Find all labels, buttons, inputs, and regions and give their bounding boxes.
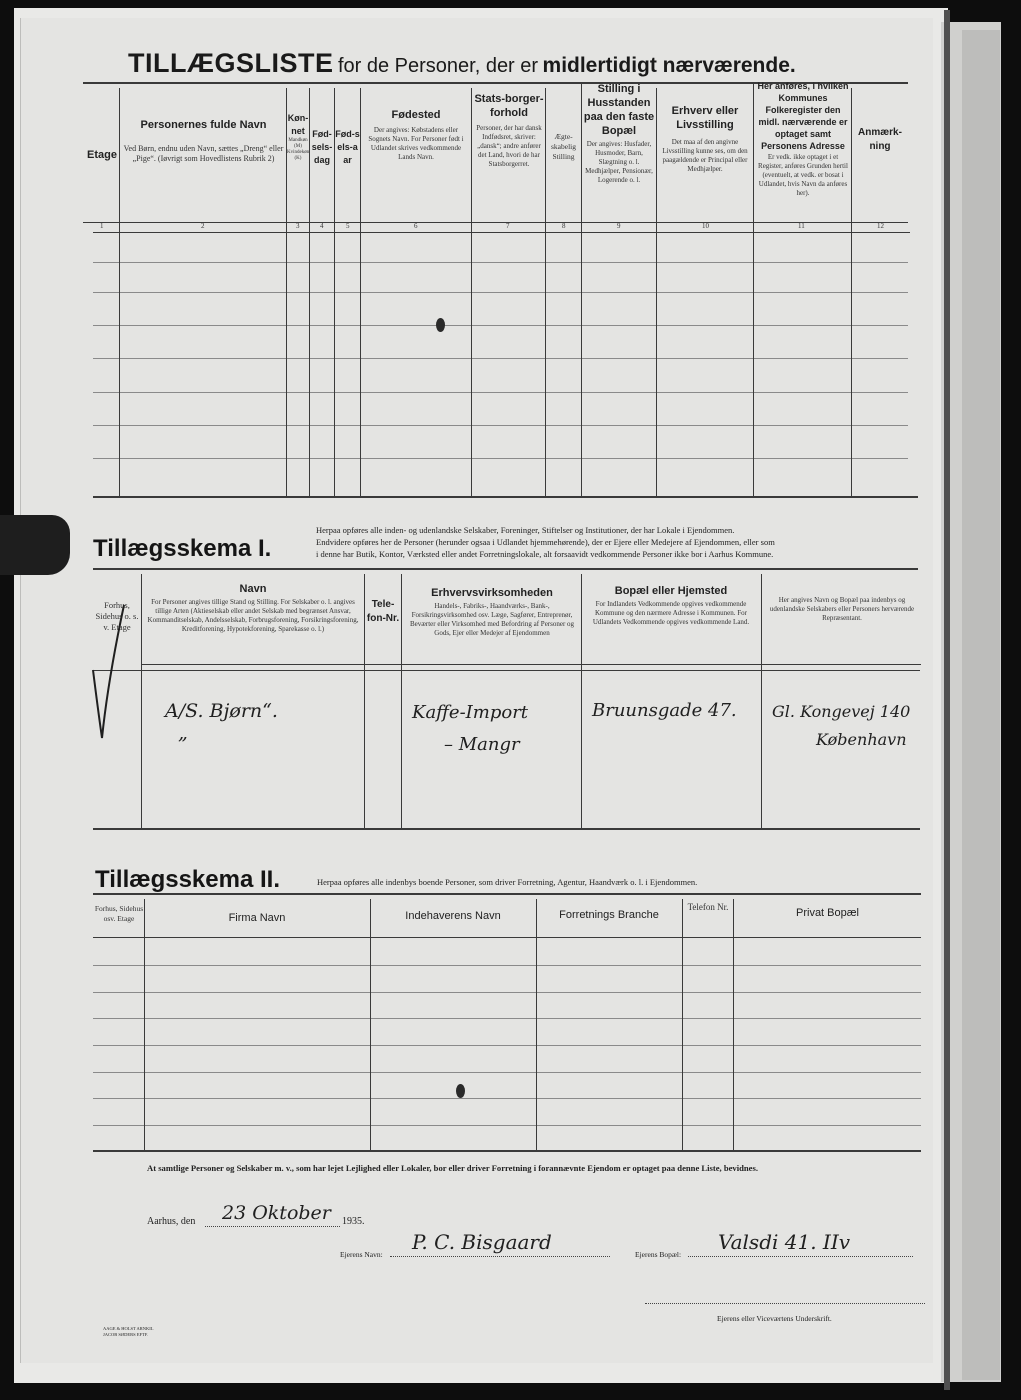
year-label: 1935. bbox=[342, 1216, 365, 1227]
skema2-header-phone: Telefon Nr. bbox=[687, 902, 729, 912]
list-header-gender: Køn-net Mandkøn (M) Kvindekøn (K) bbox=[287, 113, 310, 161]
skema1-note: Herpaa opføres alle inden- og udenlandske Selskaber, Foreninger, Stiftelser og Institutioner, der har Lokale i Ejendommen. Endvidere opføres her de Personer (herunder ogsaa i Udlandet hjemmehørende), der er Ejere eller Medejere af Ejendommen, eller som i denne har Butik, Kontor, Værksted eller andet Forretningslokale, alt forsaavidt vedkommende Personer ikke bor i Aarhus Kommune. bbox=[316, 525, 775, 559]
list-header-birthyear: Fød-sels-aar bbox=[335, 129, 360, 165]
skema1-header-representative: Her angives Navn og Bopæl paa indenbys og udenlandske Selskabers eller Personers herværende Repræsentant. bbox=[769, 596, 915, 622]
skema1-title: Tillægsskema I. bbox=[93, 535, 272, 562]
col-num-6: 6 bbox=[414, 222, 418, 230]
col-num-11: 11 bbox=[798, 222, 805, 230]
entry-representative-line2: København bbox=[816, 730, 907, 749]
entry-company-ditto: „ bbox=[178, 722, 188, 744]
col-num-2: 2 bbox=[201, 222, 205, 230]
col-num-3: 3 bbox=[296, 222, 300, 230]
signature-label: Ejerens eller Viceværtens Underskrift. bbox=[717, 1314, 832, 1323]
check-mark bbox=[88, 600, 128, 745]
skema2-header-branch: Forretnings Branche bbox=[559, 909, 659, 921]
skema2-header-firm: Firma Navn bbox=[228, 912, 286, 924]
entry-company-name: A/S. Bjørn“. bbox=[165, 700, 278, 722]
skema1-header-etage: Forhus, Sidehus o. s. v. Etage bbox=[95, 600, 139, 632]
list-header-household: Stilling i Husstanden paa den faste Bopæl Der angives: Husfader, Husmoder, Barn, Slægtning o. l. Medhjælper, Pensionær, Logerende o. l. bbox=[583, 83, 655, 184]
form-sheet bbox=[20, 18, 933, 1363]
skema2-title: Tillægsskema II. bbox=[95, 866, 280, 893]
col-num-1: 1 bbox=[100, 222, 104, 230]
owner-address-label: Ejerens Bopæl: bbox=[635, 1250, 682, 1259]
owner-address-handwritten: Valsdi 41. IIv bbox=[718, 1230, 851, 1254]
col-num-7: 7 bbox=[506, 222, 510, 230]
skema1-header-name: Navn For Personer angives tillige Stand og Stilling. For Selskaber o. l. angives tillige Arten (Aktieselskab eller andet Selskab med begrænset Ansvar, Kommanditselskab, Andelsselskab, Forbrugsforening, Forsikringsforening, Kreditforening, Hypotekforening, Sparekasse o. l.) bbox=[147, 583, 359, 633]
declaration-text: At samtlige Personer og Selskaber m. v., som har lejet Lejlighed eller Lokaler, bor eller driver Forretning i forannævnte Ejendom er optaget paa denne Liste, bevidnes. bbox=[147, 1163, 758, 1173]
list-header-marital: Ægte-skabelig Stilling bbox=[551, 132, 576, 161]
skema2-note: Herpaa opføres alle indenbys boende Personer, som driver Forretning, Agentur, Haandværk o. l. i Ejendommen. bbox=[317, 877, 698, 887]
list-header-birthday: Fød-sels-dag bbox=[311, 129, 333, 165]
entry-business-line2: – Mangr bbox=[444, 734, 520, 755]
skema2-header-owner: Indehaverens Navn bbox=[405, 910, 501, 922]
entry-residence: Bruunsgade 47. bbox=[592, 700, 737, 721]
owner-name-handwritten: P. C. Bisgaard bbox=[412, 1230, 552, 1254]
owner-name-label: Ejerens Navn: bbox=[340, 1250, 383, 1259]
list-header-remark: Anmærk-ning bbox=[858, 127, 902, 152]
col-num-4: 4 bbox=[320, 222, 324, 230]
list-header-register: Her anføres, i hvilken Kommunes Folkeregister den midl. nærværende er optaget samt Personens Adresse Er vedk. ikke optaget i et Register, anføres Grunden hertil (eventuelt, at vedk. er bosat i Udlandet, hvis Navn da anføres her). bbox=[757, 81, 849, 197]
book-spine bbox=[944, 10, 950, 1390]
ink-blot bbox=[456, 1084, 465, 1098]
skema2-header-private-residence: Privat Bopæl bbox=[796, 907, 859, 919]
page-title: TILLÆGSLISTE for de Personer, der er midlertidigt nærværende. bbox=[128, 48, 796, 78]
list-header-occupation: Erhverv eller Livsstilling Det maa af den angivne Livsstilling kunne ses, om den paagældende er Principal eller Medhjælper. bbox=[662, 105, 748, 173]
list-header-birthplace: Fødested Der angives: Købstadens eller Sognets Navn. For Personer født i Udlandet skrives vedkommende Lands Navn. bbox=[368, 109, 464, 161]
list-header-etage: Etage bbox=[87, 149, 117, 161]
list-header-citizenship: Stats-borger-forhold Personer, der har dansk Indfødsret, skriver: „dansk“; andre anfører det Land, hvori de har Statsborgerret. bbox=[474, 93, 544, 168]
entry-representative-line1: Gl. Kongevej 140 bbox=[772, 702, 911, 721]
col-num-9: 9 bbox=[617, 222, 621, 230]
date-handwritten: 23 Oktober bbox=[222, 1202, 331, 1224]
list-header-name: Personernes fulde Navn Ved Børn, endnu uden Navn, sættes „Dreng“ eller „Pige“. (Iøvrigt som Hovedlistens Rubrik 2) bbox=[123, 119, 284, 163]
col-num-12: 12 bbox=[877, 222, 884, 230]
facing-page-margin bbox=[962, 30, 1000, 1380]
skema1-header-business: Erhvervsvirksomheden Handels-, Fabriks-, Haandværks-, Bank-, Forsikringsvirksomhed osv. Læge, Sagfører, Entreprenør, Beværter eller Virksomhed med Befordring af Personer og Gods, Ejer eller Medejer af Ejendommen bbox=[409, 587, 575, 637]
col-num-8: 8 bbox=[562, 222, 566, 230]
skema2-header-etage: Forhus, Sidehus osv. Etage bbox=[94, 904, 144, 923]
binding-tab bbox=[0, 515, 70, 575]
col-num-10: 10 bbox=[702, 222, 709, 230]
skema1-header-phone: Tele-fon-Nr. bbox=[366, 599, 400, 624]
col-num-5: 5 bbox=[346, 222, 350, 230]
entry-business-line1: Kaffe-Import bbox=[412, 702, 529, 723]
ink-blot bbox=[436, 318, 445, 332]
place-label: Aarhus, den bbox=[147, 1216, 196, 1227]
skema1-header-residence: Bopæl eller Hjemsted For Indlandets Vedkommende opgives vedkommende Kommune og den nærmere Adresse i Kommunen. For Udlandets Vedkommende opgives vedkommende Land. bbox=[592, 585, 750, 626]
printer-imprint: AAGE & HOLST ARNKIL JACOB SØDERS EFTF. bbox=[103, 1326, 154, 1337]
